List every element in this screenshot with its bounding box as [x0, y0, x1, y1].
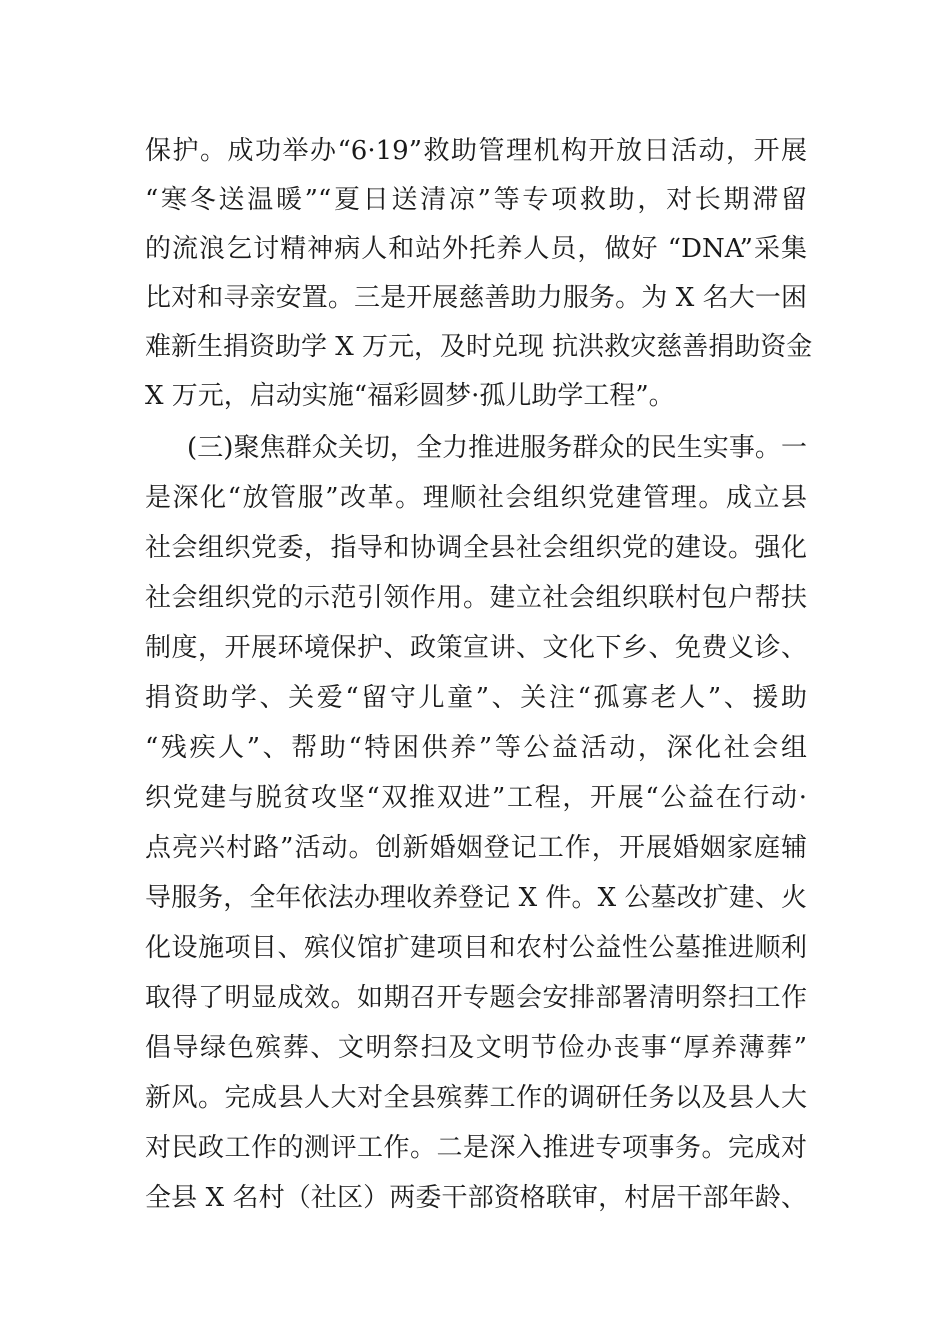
text-line: 新风。完成县人大对全县殡葬工作的调研任务以及县人大	[145, 1083, 807, 1113]
text-line: 比对和寻亲安置。三是开展慈善助力服务。为 X 名大一困	[145, 283, 807, 313]
text-line: 制度，开展环境保护、政策宣讲、文化下乡、免费义诊、	[145, 633, 807, 663]
text-line: 的流浪乞讨精神病人和站外托养人员，做好 “DNA”采集	[145, 234, 807, 264]
text-line: 对民政工作的测评工作。二是深入推进专项事务。完成对	[145, 1133, 807, 1163]
text-line: X 万元，启动实施“福彩圆梦·孤儿助学工程”。	[145, 381, 675, 411]
text-line: 织党建与脱贫攻坚“双推双进”工程，开展“公益在行动·	[145, 783, 807, 813]
text-line: 点亮兴村路”活动。创新婚姻登记工作，开展婚姻家庭辅	[145, 833, 807, 863]
text-line: 导服务，全年依法办理收养登记 X 件。X 公墓改扩建、火	[145, 883, 807, 913]
text-line: “寒冬送温暖”“夏日送清凉”等专项救助，对长期滞留	[145, 185, 807, 215]
text-line: 是深化“放管服”改革。理顺社会组织党建管理。成立县	[145, 483, 807, 513]
text-line: 保护。成功举办“6·19”救助管理机构开放日活动，开展	[145, 136, 807, 166]
text-line: 化设施项目、殡仪馆扩建项目和农村公益性公墓推进顺利	[145, 933, 807, 963]
text-line: “残疾人”、帮助“特困供养”等公益活动，深化社会组	[145, 733, 807, 763]
text-line: 倡导绿色殡葬、文明祭扫及文明节俭办丧事“厚养薄葬”	[145, 1033, 807, 1063]
section-heading-line: (三)聚焦群众关切，全力推进服务群众的民生实事。一	[187, 433, 807, 463]
text-line: 取得了明显成效。如期召开专题会安排部署清明祭扫工作	[145, 983, 807, 1013]
text-line: 难新生捐资助学 X 万元，及时兑现 抗洪救灾慈善捐助资金	[145, 332, 813, 362]
text-line: 捐资助学、关爱“留守儿童”、关注“孤寡老人”、援助	[145, 683, 807, 713]
text-line: 全县 X 名村（社区）两委干部资格联审，村居干部年龄、	[145, 1183, 807, 1213]
text-line: 社会组织党委，指导和协调全县社会组织党的建设。强化	[145, 533, 807, 563]
text-line: 社会组织党的示范引领作用。建立社会组织联村包户帮扶	[145, 583, 807, 613]
